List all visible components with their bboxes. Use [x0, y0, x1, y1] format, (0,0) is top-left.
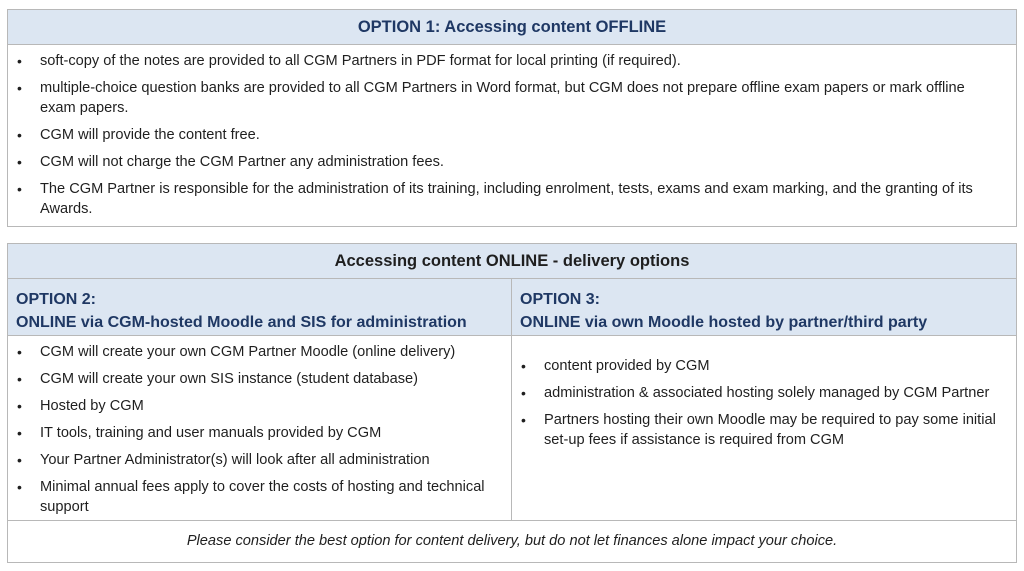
list-item: • CGM will not charge the CGM Partner any administration fees.	[8, 152, 1004, 172]
list-item: • Hosted by CGM	[8, 396, 511, 416]
option1-offline-table	[7, 9, 1017, 227]
list-item: • administration & associated hosting solely managed by CGM Partner	[512, 383, 1006, 403]
list-item: • IT tools, training and user manuals provided by CGM	[8, 423, 511, 443]
option1-title: OPTION 1: Accessing content OFFLINE	[8, 10, 1016, 45]
option2-heading	[8, 279, 512, 335]
option2-bullet-list	[8, 336, 511, 517]
list-item: • CGM will provide the content free.	[8, 125, 1004, 145]
list-item: • content provided by CGM	[512, 356, 1006, 376]
list-item: • multiple-choice question banks are provided to all CGM Partners in Word format, but CGM does not prepare offline exam papers or mark offline exam papers.	[8, 78, 1004, 118]
list-item: • soft-copy of the notes are provided to all CGM Partners in PDF format for local printing (if required).	[8, 51, 1004, 71]
footer-note: Please consider the best option for content delivery, but do not let finances alone impact your choice.	[186, 533, 838, 549]
list-item: • Your Partner Administrator(s) will look after all administration	[8, 450, 511, 470]
option3-label: OPTION 3:	[520, 291, 601, 308]
option2-label: OPTION 2:	[16, 291, 97, 308]
option-details-row	[8, 336, 1016, 521]
online-delivery-table	[7, 243, 1017, 563]
option2-details	[8, 336, 512, 520]
list-item: • Partners hosting their own Moodle may be required to pay some initial set-up fees if assistance is required from CGM	[512, 410, 1006, 450]
option2-subtitle: ONLINE via CGM-hosted Moodle and SIS for administration	[16, 314, 467, 331]
option1-bullet-list	[8, 45, 1016, 219]
option3-details	[512, 336, 1016, 520]
list-item: • CGM will create your own SIS instance (student database)	[8, 369, 511, 389]
option3-subtitle: ONLINE via own Moodle hosted by partner/third party	[520, 314, 928, 331]
online-title: Accessing content ONLINE - delivery options	[8, 244, 1016, 279]
list-item: • CGM will create your own CGM Partner Moodle (online delivery)	[8, 342, 511, 362]
option3-heading	[512, 279, 1016, 335]
option-headings-row	[8, 279, 1016, 336]
option3-bullet-list	[512, 336, 1016, 450]
list-item: • Minimal annual fees apply to cover the costs of hosting and technical support	[8, 477, 511, 517]
list-item: • The CGM Partner is responsible for the administration of its training, including enrolment, tests, exams and exam marking, and the granting of its Awards.	[8, 179, 1004, 219]
